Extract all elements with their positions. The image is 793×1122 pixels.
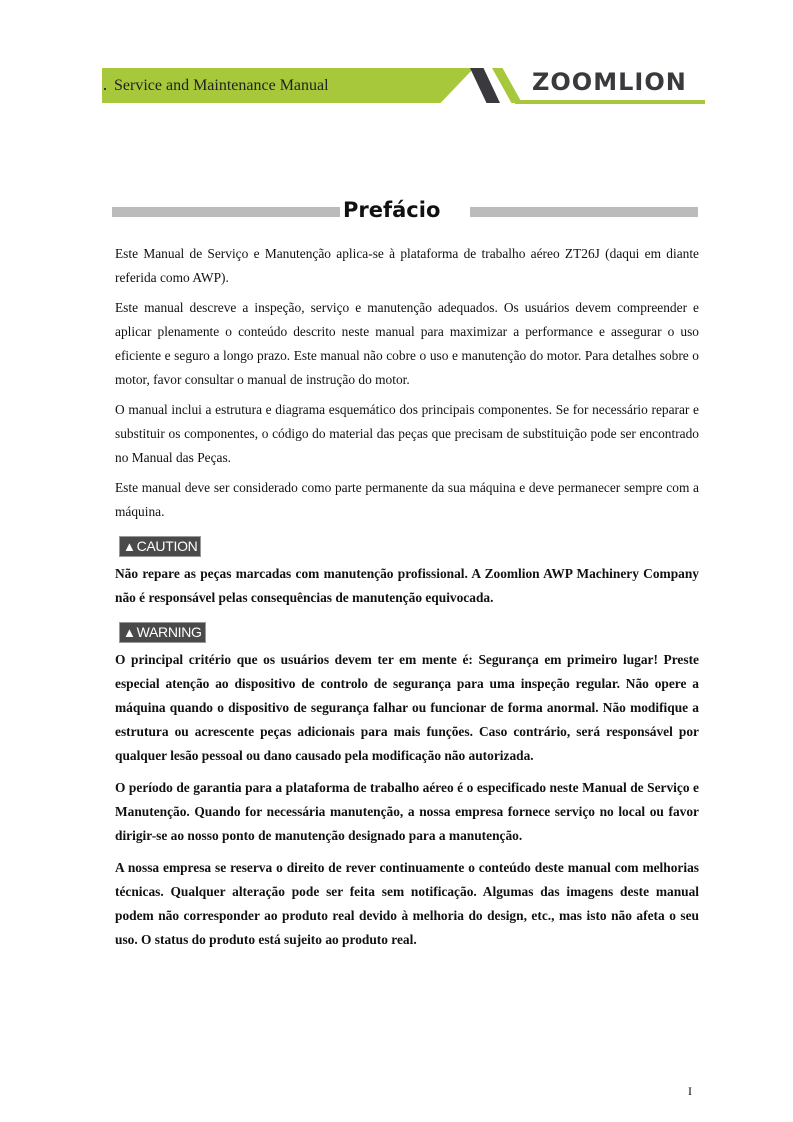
paragraph: Este Manual de Serviço e Manutenção aplica-se à plataforma de trabalho aéreo ZT26J (daqui em diante referida como AWP). (115, 246, 699, 285)
paragraph: Este manual deve ser considerado como parte permanente da sua máquina e deve permanecer sempre com a máquina. (115, 480, 699, 519)
warning-badge (119, 622, 206, 643)
warning-triangle-icon: ▲ (123, 625, 136, 640)
title-rule-left (112, 207, 340, 217)
paragraph: O manual inclui a estrutura e diagrama esquemático dos principais componentes. Se for necessário reparar e substituir os componentes, o código do material das peças que precisam de substituição pode ser encontrado no Manual das Peças. (115, 402, 699, 465)
caution-label: CAUTION (136, 538, 198, 554)
warranty-text: O período de garantia para a plataforma de trabalho aéreo é o especificado neste Manual de Serviço e Manutenção. Quando for necessária manutenção, a nossa empresa fornece serviço no local ou favor dirigir-se ao nosso ponto de manutenção designado para a manutenção. (115, 780, 699, 843)
warning-label: WARNING (136, 624, 202, 640)
caution-text: Não repare as peças marcadas com manutenção profissional. A Zoomlion AWP Machinery Company não é responsável pelas consequências de manutenção equivocada. (115, 566, 699, 605)
section-title: Prefácio (343, 198, 441, 222)
warning-text: O principal critério que os usuários devem ter em mente é: Segurança em primeiro lugar! Preste especial atenção ao dispositivo de controlo de segurança para uma inspeção regular. Não opere a máquina quando o dispositivo de segurança falhar ou funcionar de forma anormal. Não modifique a estrutura ou acrescente peças adicionais para mais funções. Caso contrário, será responsável por qualquer lesão pessoal ou dano causado pela modificação não autorizada. (115, 652, 699, 763)
preface-body (115, 242, 699, 958)
header-title: Service and Maintenance Manual (114, 77, 329, 94)
warning-triangle-icon: ▲ (123, 539, 136, 554)
paragraph: Este manual descreve a inspeção, serviço e manutenção adequados. Os usuários devem compreender e aplicar plenamente o conteúdo descrito neste manual para maximizar a performance e assegurar o uso eficiente e seguro a longo prazo. Este manual não cobre o uso e manutenção do motor. Para detalhes sobre o motor, favor consultar o manual de instrução do motor. (115, 300, 699, 387)
caution-badge (119, 536, 201, 557)
title-rule-right (470, 207, 698, 217)
revision-text: A nossa empresa se reserva o direito de rever continuamente o conteúdo deste manual com melhorias técnicas. Qualquer alteração pode ser feita sem notificação. Algumas das imagens deste manual podem não corresponder ao produto real devido à melhoria do design, etc., mas isto não afeta o seu uso. O status do produto está sujeito ao produto real. (115, 860, 699, 947)
header-mark (104, 88, 106, 90)
zoomlion-logo: ZOOMLION (532, 68, 687, 96)
page-number: I (688, 1084, 692, 1098)
header-underline (515, 100, 705, 104)
